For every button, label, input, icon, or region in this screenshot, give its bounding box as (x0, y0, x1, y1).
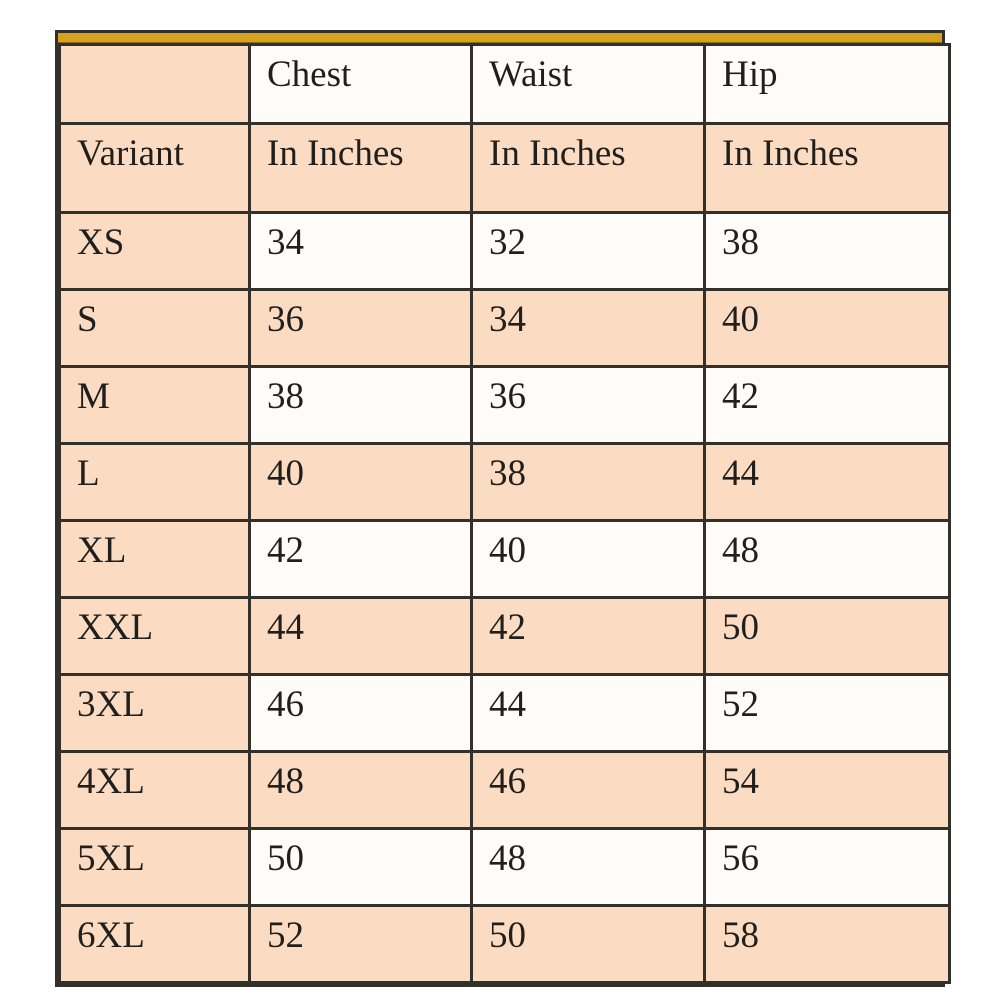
hip-value-cell: 40 (705, 290, 950, 367)
variant-header-cell: Variant (60, 124, 250, 213)
table-row (60, 290, 950, 367)
table-row (60, 367, 950, 444)
waist-value-cell: 34 (472, 290, 705, 367)
variant-cell: XS (60, 213, 250, 290)
measure-header-row (60, 45, 950, 124)
waist-value-cell: 32 (472, 213, 705, 290)
table-row (60, 213, 950, 290)
chest-value-cell: 42 (250, 521, 472, 598)
variant-cell: 3XL (60, 675, 250, 752)
variant-cell: XXL (60, 598, 250, 675)
table-row (60, 829, 950, 906)
hip-header-cell: Hip (705, 45, 950, 124)
chest-value-cell: 52 (250, 906, 472, 983)
waist-value-cell: 42 (472, 598, 705, 675)
table-row (60, 675, 950, 752)
variant-cell: XL (60, 521, 250, 598)
hip-value-cell: 52 (705, 675, 950, 752)
waist-value-cell: 44 (472, 675, 705, 752)
table-row (60, 444, 950, 521)
hip-value-cell: 50 (705, 598, 950, 675)
corner-cell (60, 45, 250, 124)
variant-cell: L (60, 444, 250, 521)
variant-cell: M (60, 367, 250, 444)
hip-unit-cell: In Inches (705, 124, 950, 213)
hip-value-cell: 58 (705, 906, 950, 983)
hip-value-cell: 42 (705, 367, 950, 444)
unit-header-row (60, 124, 950, 213)
hip-value-cell: 38 (705, 213, 950, 290)
chest-value-cell: 38 (250, 367, 472, 444)
chest-value-cell: 44 (250, 598, 472, 675)
variant-cell: S (60, 290, 250, 367)
variant-cell: 5XL (60, 829, 250, 906)
hip-value-cell: 44 (705, 444, 950, 521)
table-row (60, 521, 950, 598)
chest-value-cell: 48 (250, 752, 472, 829)
size-chart (58, 43, 951, 984)
waist-value-cell: 38 (472, 444, 705, 521)
variant-cell: 6XL (60, 906, 250, 983)
waist-value-cell: 40 (472, 521, 705, 598)
variant-cell: 4XL (60, 752, 250, 829)
chest-header-cell: Chest (250, 45, 472, 124)
size-chart-table (55, 30, 945, 987)
chest-unit-cell: In Inches (250, 124, 472, 213)
hip-value-cell: 54 (705, 752, 950, 829)
hip-value-cell: 48 (705, 521, 950, 598)
table-body (60, 213, 950, 983)
waist-value-cell: 46 (472, 752, 705, 829)
chest-value-cell: 34 (250, 213, 472, 290)
table-row (60, 598, 950, 675)
chest-value-cell: 46 (250, 675, 472, 752)
waist-unit-cell: In Inches (472, 124, 705, 213)
chest-value-cell: 50 (250, 829, 472, 906)
waist-value-cell: 48 (472, 829, 705, 906)
hip-value-cell: 56 (705, 829, 950, 906)
waist-value-cell: 50 (472, 906, 705, 983)
chest-value-cell: 36 (250, 290, 472, 367)
table-row (60, 752, 950, 829)
gold-top-strip (58, 33, 942, 43)
waist-header-cell: Waist (472, 45, 705, 124)
table-row (60, 906, 950, 983)
waist-value-cell: 36 (472, 367, 705, 444)
chest-value-cell: 40 (250, 444, 472, 521)
